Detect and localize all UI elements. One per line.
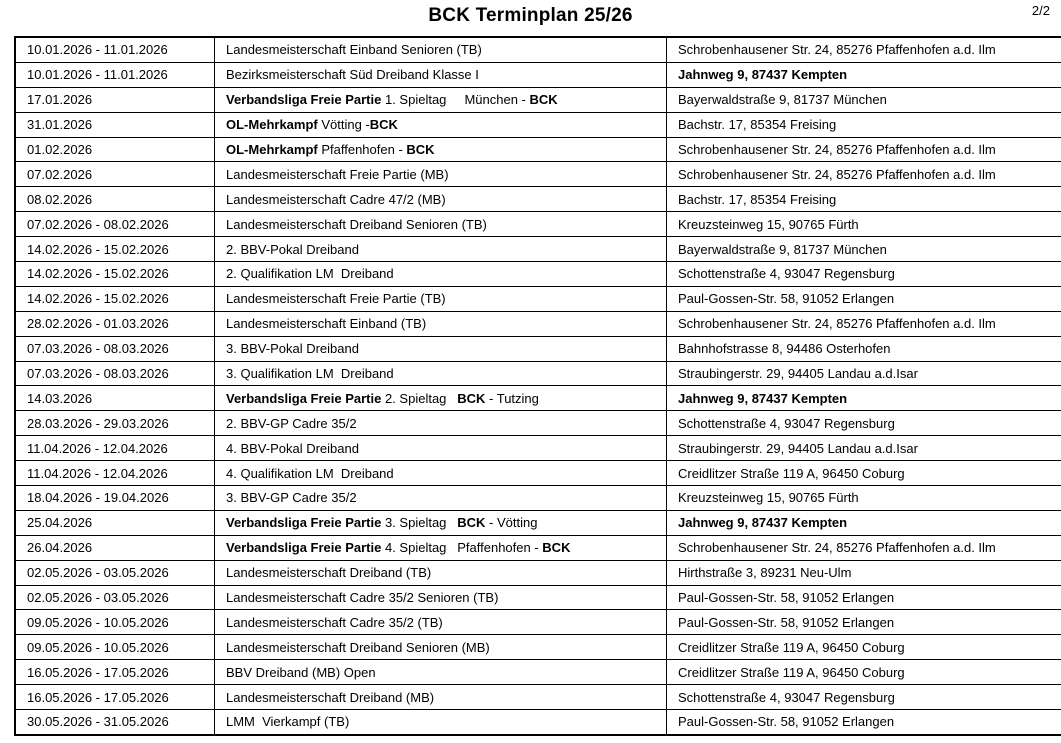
event-cell <box>215 635 667 660</box>
date-cell: 07.02.2026 <box>15 162 215 187</box>
date-cell: 10.01.2026 - 11.01.2026 <box>15 37 215 62</box>
event-text-segment: - Vötting <box>485 515 538 531</box>
event-text-segment: 3. BBV-GP Cadre 35/2 <box>226 490 357 506</box>
event-text-segment: - Tutzing <box>485 390 539 406</box>
schedule-row <box>15 461 1061 486</box>
event-cell <box>215 336 667 361</box>
location-cell: Schrobenhausener Str. 24, 85276 Pfaffenhofen a.d. Ilm <box>667 162 1061 187</box>
date-cell: 02.05.2026 - 03.05.2026 <box>15 560 215 585</box>
schedule-row <box>15 37 1061 62</box>
schedule-row <box>15 112 1061 137</box>
schedule-row <box>15 62 1061 87</box>
schedule-row <box>15 311 1061 336</box>
date-cell: 17.01.2026 <box>15 87 215 112</box>
event-cell <box>215 585 667 610</box>
schedule-row <box>15 685 1061 710</box>
page-number-indicator: 2/2 <box>1031 3 1050 18</box>
schedule-row <box>15 386 1061 411</box>
location-cell: Schottenstraße 4, 93047 Regensburg <box>667 685 1061 710</box>
location-cell: Creidlitzer Straße 119 A, 96450 Coburg <box>667 635 1061 660</box>
event-cell <box>215 286 667 311</box>
location-cell: Bachstr. 17, 85354 Freising <box>667 187 1061 212</box>
event-cell <box>215 461 667 486</box>
date-cell: 14.02.2026 - 15.02.2026 <box>15 237 215 262</box>
event-cell <box>215 162 667 187</box>
event-cell <box>215 212 667 237</box>
date-cell: 10.01.2026 - 11.01.2026 <box>15 62 215 87</box>
event-text-segment: Landesmeisterschaft Dreiband Senioren (MB) <box>226 639 490 655</box>
event-text-segment: 2. BBV-GP Cadre 35/2 <box>226 415 357 431</box>
date-cell: 14.03.2026 <box>15 386 215 411</box>
location-cell: Paul-Gossen-Str. 58, 91052 Erlangen <box>667 710 1061 735</box>
event-cell <box>215 436 667 461</box>
event-cell <box>215 237 667 262</box>
event-text-segment: Landesmeisterschaft Freie Partie (MB) <box>226 166 449 182</box>
location-cell: Kreuzsteinweg 15, 90765 Fürth <box>667 212 1061 237</box>
schedule-table-body <box>15 37 1061 735</box>
event-text-segment: Landesmeisterschaft Einband (TB) <box>226 316 427 332</box>
event-cell <box>215 535 667 560</box>
schedule-row <box>15 187 1061 212</box>
location-cell: Bayerwaldstraße 9, 81737 München <box>667 87 1061 112</box>
event-text-segment: 4. BBV-Pokal Dreiband <box>226 440 359 456</box>
event-text-segment: Landesmeisterschaft Dreiband (TB) <box>226 565 432 581</box>
schedule-row <box>15 610 1061 635</box>
event-text-segment: Bezirksmeisterschaft Süd Dreiband Klasse I <box>226 67 479 83</box>
schedule-row <box>15 137 1061 162</box>
location-cell: Straubingerstr. 29, 94405 Landau a.d.Isar <box>667 361 1061 386</box>
event-text-segment: 3. Qualifikation LM Dreiband <box>226 366 394 382</box>
date-cell: 28.02.2026 - 01.03.2026 <box>15 311 215 336</box>
event-cell <box>215 112 667 137</box>
event-cell <box>215 62 667 87</box>
event-cell <box>215 685 667 710</box>
event-cell <box>215 137 667 162</box>
location-cell: Jahnweg 9, 87437 Kempten <box>667 510 1061 535</box>
schedule-row <box>15 361 1061 386</box>
event-text-segment: BCK <box>369 117 398 133</box>
schedule-row <box>15 411 1061 436</box>
schedule-row <box>15 486 1061 511</box>
event-text-segment: Pfaffenhofen - <box>317 142 407 157</box>
schedule-row <box>15 535 1061 560</box>
event-cell <box>215 486 667 511</box>
date-cell: 07.03.2026 - 08.03.2026 <box>15 336 215 361</box>
event-text-segment: Landesmeisterschaft Cadre 35/2 (TB) <box>226 614 443 630</box>
event-text-segment: Landesmeisterschaft Cadre 47/2 (MB) <box>226 191 446 207</box>
event-cell <box>215 262 667 287</box>
location-cell: Schottenstraße 4, 93047 Regensburg <box>667 411 1061 436</box>
date-cell: 09.05.2026 - 10.05.2026 <box>15 610 215 635</box>
event-text-segment: Landesmeisterschaft Dreiband Senioren (TB) <box>226 216 487 232</box>
date-cell: 16.05.2026 - 17.05.2026 <box>15 660 215 685</box>
event-text-segment: 4. Spieltag Pfaffenhofen - <box>381 540 543 556</box>
location-cell: Creidlitzer Straße 119 A, 96450 Coburg <box>667 660 1061 685</box>
event-cell <box>215 610 667 635</box>
event-text-segment: BCK <box>457 390 486 406</box>
event-text-segment: Verbandsliga Freie Partie <box>226 515 382 531</box>
event-text-segment: Landesmeisterschaft Freie Partie (TB) <box>226 291 446 307</box>
event-text-segment: BCK <box>457 515 486 531</box>
date-cell: 11.04.2026 - 12.04.2026 <box>15 436 215 461</box>
event-text-segment: OL-Mehrkampf <box>226 142 318 157</box>
date-cell: 18.04.2026 - 19.04.2026 <box>15 486 215 511</box>
event-text-segment: BCK <box>406 142 435 157</box>
event-text-segment: Verbandsliga Freie Partie <box>226 92 382 108</box>
event-cell <box>215 361 667 386</box>
location-cell: Paul-Gossen-Str. 58, 91052 Erlangen <box>667 286 1061 311</box>
date-cell: 07.02.2026 - 08.02.2026 <box>15 212 215 237</box>
event-text-segment: Landesmeisterschaft Dreiband (MB) <box>226 689 435 705</box>
location-cell: Paul-Gossen-Str. 58, 91052 Erlangen <box>667 610 1061 635</box>
date-cell: 02.05.2026 - 03.05.2026 <box>15 585 215 610</box>
schedule-row <box>15 262 1061 287</box>
date-cell: 16.05.2026 - 17.05.2026 <box>15 685 215 710</box>
schedule-row <box>15 510 1061 535</box>
event-cell <box>215 660 667 685</box>
date-cell: 25.04.2026 <box>15 510 215 535</box>
schedule-row <box>15 237 1061 262</box>
event-cell <box>215 386 667 411</box>
event-text-segment: 2. BBV-Pokal Dreiband <box>226 241 359 257</box>
event-cell <box>215 411 667 436</box>
date-cell: 09.05.2026 - 10.05.2026 <box>15 635 215 660</box>
schedule-row <box>15 87 1061 112</box>
event-text-segment: Verbandsliga Freie Partie <box>226 390 382 406</box>
event-text-segment: BCK <box>542 540 571 556</box>
location-cell: Schrobenhausener Str. 24, 85276 Pfaffenhofen a.d. Ilm <box>667 137 1061 162</box>
location-cell: Bachstr. 17, 85354 Freising <box>667 112 1061 137</box>
event-text-segment: 3. BBV-Pokal Dreiband <box>226 341 359 357</box>
schedule-row <box>15 336 1061 361</box>
event-text-segment: 4. Qualifikation LM Dreiband <box>226 465 394 481</box>
event-cell <box>215 311 667 336</box>
location-cell: Bayerwaldstraße 9, 81737 München <box>667 237 1061 262</box>
event-text-segment: Vötting - <box>317 117 370 133</box>
date-cell: 14.02.2026 - 15.02.2026 <box>15 286 215 311</box>
location-cell: Hirthstraße 3, 89231 Neu-Ulm <box>667 560 1061 585</box>
event-cell <box>215 710 667 735</box>
event-text-segment: BBV Dreiband (MB) Open <box>226 664 376 680</box>
location-cell: Schrobenhausener Str. 24, 85276 Pfaffenhofen a.d. Ilm <box>667 535 1061 560</box>
event-text-segment: 1. Spieltag München - <box>381 92 530 108</box>
location-cell: Straubingerstr. 29, 94405 Landau a.d.Isar <box>667 436 1061 461</box>
location-cell: Schrobenhausener Str. 24, 85276 Pfaffenhofen a.d. Ilm <box>667 311 1061 336</box>
date-cell: 01.02.2026 <box>15 137 215 162</box>
schedule-row <box>15 585 1061 610</box>
location-cell: Bahnhofstrasse 8, 94486 Osterhofen <box>667 336 1061 361</box>
event-text-segment: Verbandsliga Freie Partie <box>226 540 382 556</box>
schedule-row <box>15 635 1061 660</box>
page-title: BCK Terminplan 25/26 <box>428 5 633 26</box>
schedule-row <box>15 436 1061 461</box>
schedule-row <box>15 560 1061 585</box>
date-cell: 28.03.2026 - 29.03.2026 <box>15 411 215 436</box>
location-cell: Kreuzsteinweg 15, 90765 Fürth <box>667 486 1061 511</box>
date-cell: 31.01.2026 <box>15 112 215 137</box>
schedule-row <box>15 710 1061 735</box>
location-cell: Schottenstraße 4, 93047 Regensburg <box>667 262 1061 287</box>
schedule-row <box>15 162 1061 187</box>
event-text-segment: BCK <box>529 92 558 108</box>
event-cell <box>215 560 667 585</box>
schedule-table <box>14 36 1061 736</box>
date-cell: 30.05.2026 - 31.05.2026 <box>15 710 215 735</box>
location-cell: Jahnweg 9, 87437 Kempten <box>667 62 1061 87</box>
event-cell <box>215 510 667 535</box>
event-text-segment: Landesmeisterschaft Einband Senioren (TB) <box>226 42 482 58</box>
event-text-segment: 2. Qualifikation LM Dreiband <box>226 266 394 282</box>
date-cell: 07.03.2026 - 08.03.2026 <box>15 361 215 386</box>
schedule-row <box>15 286 1061 311</box>
date-cell: 11.04.2026 - 12.04.2026 <box>15 461 215 486</box>
event-text-segment: OL-Mehrkampf <box>226 117 318 133</box>
schedule-row <box>15 660 1061 685</box>
schedule-row <box>15 212 1061 237</box>
event-text-segment: 2. Spieltag <box>381 390 458 406</box>
event-cell <box>215 37 667 62</box>
date-cell: 26.04.2026 <box>15 535 215 560</box>
location-cell: Schrobenhausener Str. 24, 85276 Pfaffenhofen a.d. Ilm <box>667 37 1061 62</box>
event-text-segment: Landesmeisterschaft Cadre 35/2 Senioren (TB) <box>226 590 499 606</box>
event-text-segment: LMM Vierkampf (TB) <box>226 714 350 730</box>
date-cell: 08.02.2026 <box>15 187 215 212</box>
location-cell: Jahnweg 9, 87437 Kempten <box>667 386 1061 411</box>
event-cell <box>215 187 667 212</box>
location-cell: Paul-Gossen-Str. 58, 91052 Erlangen <box>667 585 1061 610</box>
date-cell: 14.02.2026 - 15.02.2026 <box>15 262 215 287</box>
event-text-segment: 3. Spieltag <box>381 515 458 531</box>
location-cell: Creidlitzer Straße 119 A, 96450 Coburg <box>667 461 1061 486</box>
event-cell <box>215 87 667 112</box>
